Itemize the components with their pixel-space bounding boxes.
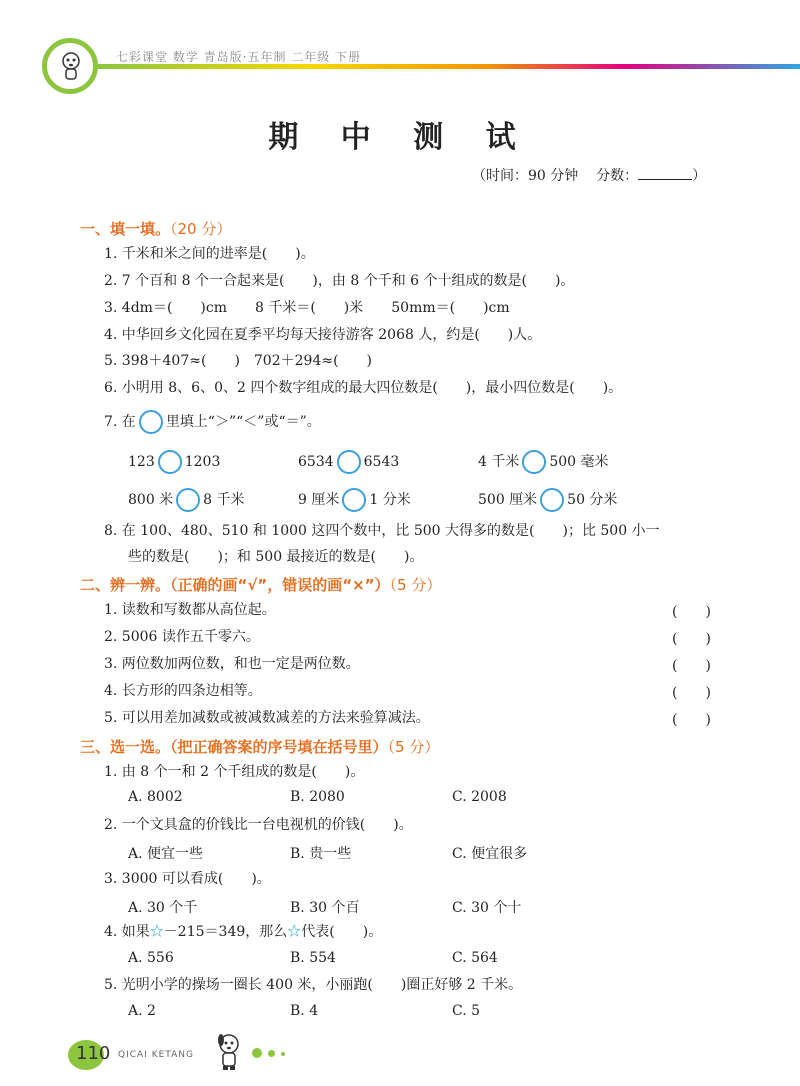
compare-item-5: 9 厘米 1 分米 (298, 488, 411, 512)
choose-q5-option-b[interactable]: B. 4 (290, 1003, 319, 1019)
judge-q4: 4. 长方形的四条边相等。 (104, 683, 262, 699)
compare-circle-input[interactable] (342, 488, 366, 512)
compare-item-3: 4 千米 500 毫米 (478, 450, 609, 474)
dog-mascot-icon (214, 1032, 244, 1072)
judge-answer-4[interactable]: ( ) (672, 685, 711, 701)
decor-dot (252, 1048, 262, 1058)
choose-q1-option-c[interactable]: C. 2008 (452, 789, 507, 805)
choose-q5: 5. 光明小学的操场一圈长 400 米，小丽跑( )圈正好够 2 千米。 (104, 977, 523, 993)
choose-q2: 2. 一个文具盒的价钱比一台电视机的价钱( )。 (104, 817, 413, 833)
footer-brand: QICAI KETANG (118, 1050, 194, 1060)
score-label: 分数： (596, 168, 639, 184)
star-icon: ☆ (287, 924, 302, 940)
judge-answer-2[interactable]: ( ) (672, 631, 711, 647)
fill-q6: 6. 小明用 8、6、0、2 四个数字组成的最大四位数是( )，最小四位数是( )。 (104, 380, 623, 396)
choose-q4: 4. 如果☆－215＝349，那么☆代表( )。 (104, 924, 383, 940)
section-judge-heading: 二、辨一辨。（正确的画“√”，错误的画“×”）（5 分） (80, 576, 442, 594)
star-icon: ☆ (149, 924, 164, 940)
page-title: 期 中 测 试 (268, 120, 532, 155)
header-logo (42, 38, 98, 94)
choose-q5-option-a[interactable]: A. 2 (128, 1003, 156, 1019)
header-text: 七彩课堂 数学 青岛版·五年制 二年级 下册 (116, 50, 362, 64)
compare-circle-input[interactable] (176, 488, 200, 512)
choose-q2-option-b[interactable]: B. 贵一些 (290, 846, 352, 862)
fill-q1: 1. 千米和米之间的进率是( )。 (104, 246, 315, 262)
choose-q4-option-a[interactable]: A. 556 (128, 950, 174, 966)
choose-q1: 1. 由 8 个一和 2 个千组成的数是( )。 (104, 764, 365, 780)
section-choose-heading: 三、选一选。（把正确答案的序号填在括号里）（5 分） (80, 738, 440, 756)
decor-dot (268, 1050, 275, 1057)
meta-close: ） (692, 168, 707, 184)
judge-q1: 1. 读数和写数都从高位起。 (104, 602, 276, 618)
fill-q8-line2: 些的数是( )；和 500 最接近的数是( )。 (128, 549, 424, 565)
fill-q2: 2. 7 个百和 8 个一合起来是( )，由 8 个千和 6 个十组成的数是( )。 (104, 273, 575, 289)
choose-q1-option-b[interactable]: B. 2080 (290, 789, 345, 805)
compare-item-1: 123 1203 (128, 450, 220, 474)
exam-meta (472, 165, 706, 185)
dog-mascot-icon (59, 51, 83, 81)
choose-q2-option-c[interactable]: C. 便宜很多 (452, 846, 528, 862)
choose-q5-option-c[interactable]: C. 5 (452, 1003, 481, 1019)
compare-circle-icon (139, 410, 163, 434)
fill-q5: 5. 398＋407≈( ) 702＋294≈( ) (104, 353, 373, 369)
compare-circle-input[interactable] (158, 450, 182, 474)
judge-answer-1[interactable]: ( ) (672, 604, 711, 620)
choose-q3-option-c[interactable]: C. 30 个十 (452, 900, 522, 916)
judge-q3: 3. 两位数加两位数，和也一定是两位数。 (104, 656, 360, 672)
choose-q3: 3. 3000 可以看成( )。 (104, 871, 271, 887)
choose-q3-option-a[interactable]: A. 30 个千 (128, 900, 198, 916)
compare-item-2: 6534 6543 (298, 450, 399, 474)
page-number: 110 (76, 1043, 111, 1064)
time-label: （时间：90 分钟 (472, 168, 579, 184)
compare-item-6: 500 厘米 50 分米 (478, 488, 617, 512)
judge-q5: 5. 可以用差加减数或被减数减差的方法来验算减法。 (104, 710, 430, 726)
choose-q3-option-b[interactable]: B. 30 个百 (290, 900, 360, 916)
choose-q4-option-b[interactable]: B. 554 (290, 950, 336, 966)
decor-dot (281, 1052, 285, 1056)
compare-circle-input[interactable] (522, 450, 546, 474)
judge-answer-5[interactable]: ( ) (672, 712, 711, 728)
fill-q4: 4. 中华回乡文化园在夏季平均每天接待游客 2068 人，约是( )人。 (104, 327, 542, 343)
score-blank (638, 167, 692, 180)
compare-circle-input[interactable] (337, 450, 361, 474)
fill-q7: 7. 在 里填上“＞”“＜”或“＝”。 (104, 410, 321, 434)
fill-q3: 3. 4dm＝( )cm 8 千米＝( )米 50mm＝( )cm (104, 300, 510, 316)
section-fill-heading: 一、填一填。（20 分） (80, 220, 232, 238)
judge-answer-3[interactable]: ( ) (672, 658, 711, 674)
fill-q8-line1: 8. 在 100、480、510 和 1000 这四个数中，比 500 大得多的数是( )；比 500 小一 (104, 523, 660, 539)
choose-q4-option-c[interactable]: C. 564 (452, 950, 498, 966)
compare-item-4: 800 米 8 千米 (128, 488, 245, 512)
choose-q2-option-a[interactable]: A. 便宜一些 (128, 846, 204, 862)
judge-q2: 2. 5006 读作五千零六。 (104, 629, 260, 645)
compare-circle-input[interactable] (540, 488, 564, 512)
choose-q1-option-a[interactable]: A. 8002 (128, 789, 183, 805)
